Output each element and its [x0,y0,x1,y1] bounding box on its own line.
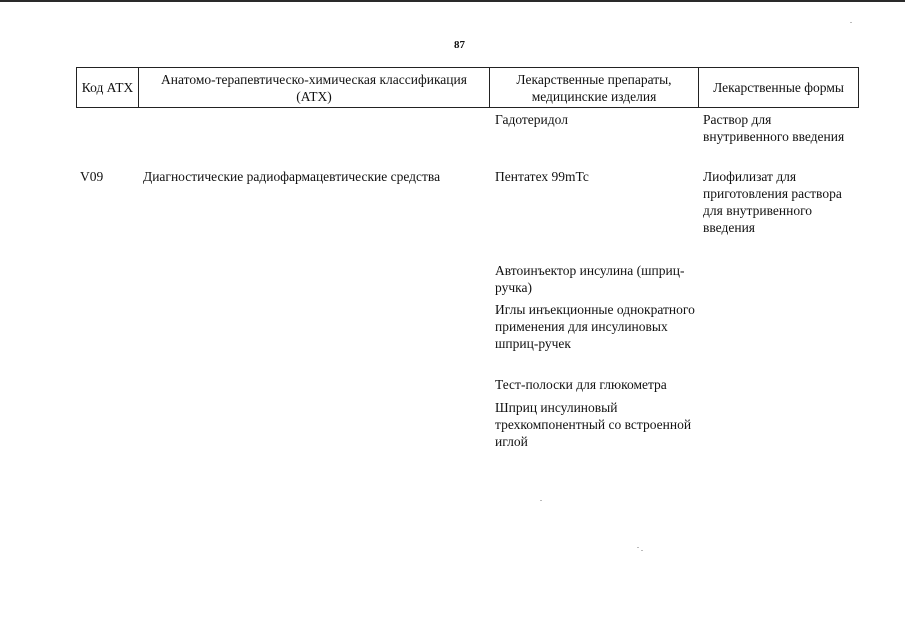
header-atx: Анатомо-терапевтическо-химическая классификация (АТХ) [139,68,490,108]
scan-border-line [0,0,905,2]
form-pentatech: Лиофилизат для приготовления раствора для внутривенного введения [703,169,842,235]
scan-speck [850,22,852,23]
drug-injection-needles: Иглы инъекционные однократного применения для инсулиновых шприц-ручек [495,302,695,351]
form-gadoteridol: Раствор для внутривенного введения [703,112,845,144]
drug-insulin-autoinjector: Автоинъектор инсулина (шприц-ручка) [495,263,685,295]
table-header [76,67,859,108]
drug-insulin-syringe: Шприц инсулиновый трехкомпонентный со встроенной иглой [495,400,692,449]
atx-classification: Диагностические радиофармацевтические средства [143,169,441,184]
drug-test-strips: Тест-полоски для глюкометра [495,377,667,392]
header-row [77,68,859,108]
header-forms: Лекарственные формы [699,68,859,108]
drug-pentatech: Пентатех 99mTc [495,169,589,184]
scan-speck [641,550,643,551]
header-drugs: Лекарственные препараты, медицинские изделия [490,68,699,108]
page-number: 87 [454,39,465,51]
drug-gadoteridol: Гадотеридол [495,112,568,127]
atx-code: V09 [80,169,104,184]
scan-speck [637,547,639,548]
header-code: Код АТХ [77,68,139,108]
scan-speck [540,500,542,501]
